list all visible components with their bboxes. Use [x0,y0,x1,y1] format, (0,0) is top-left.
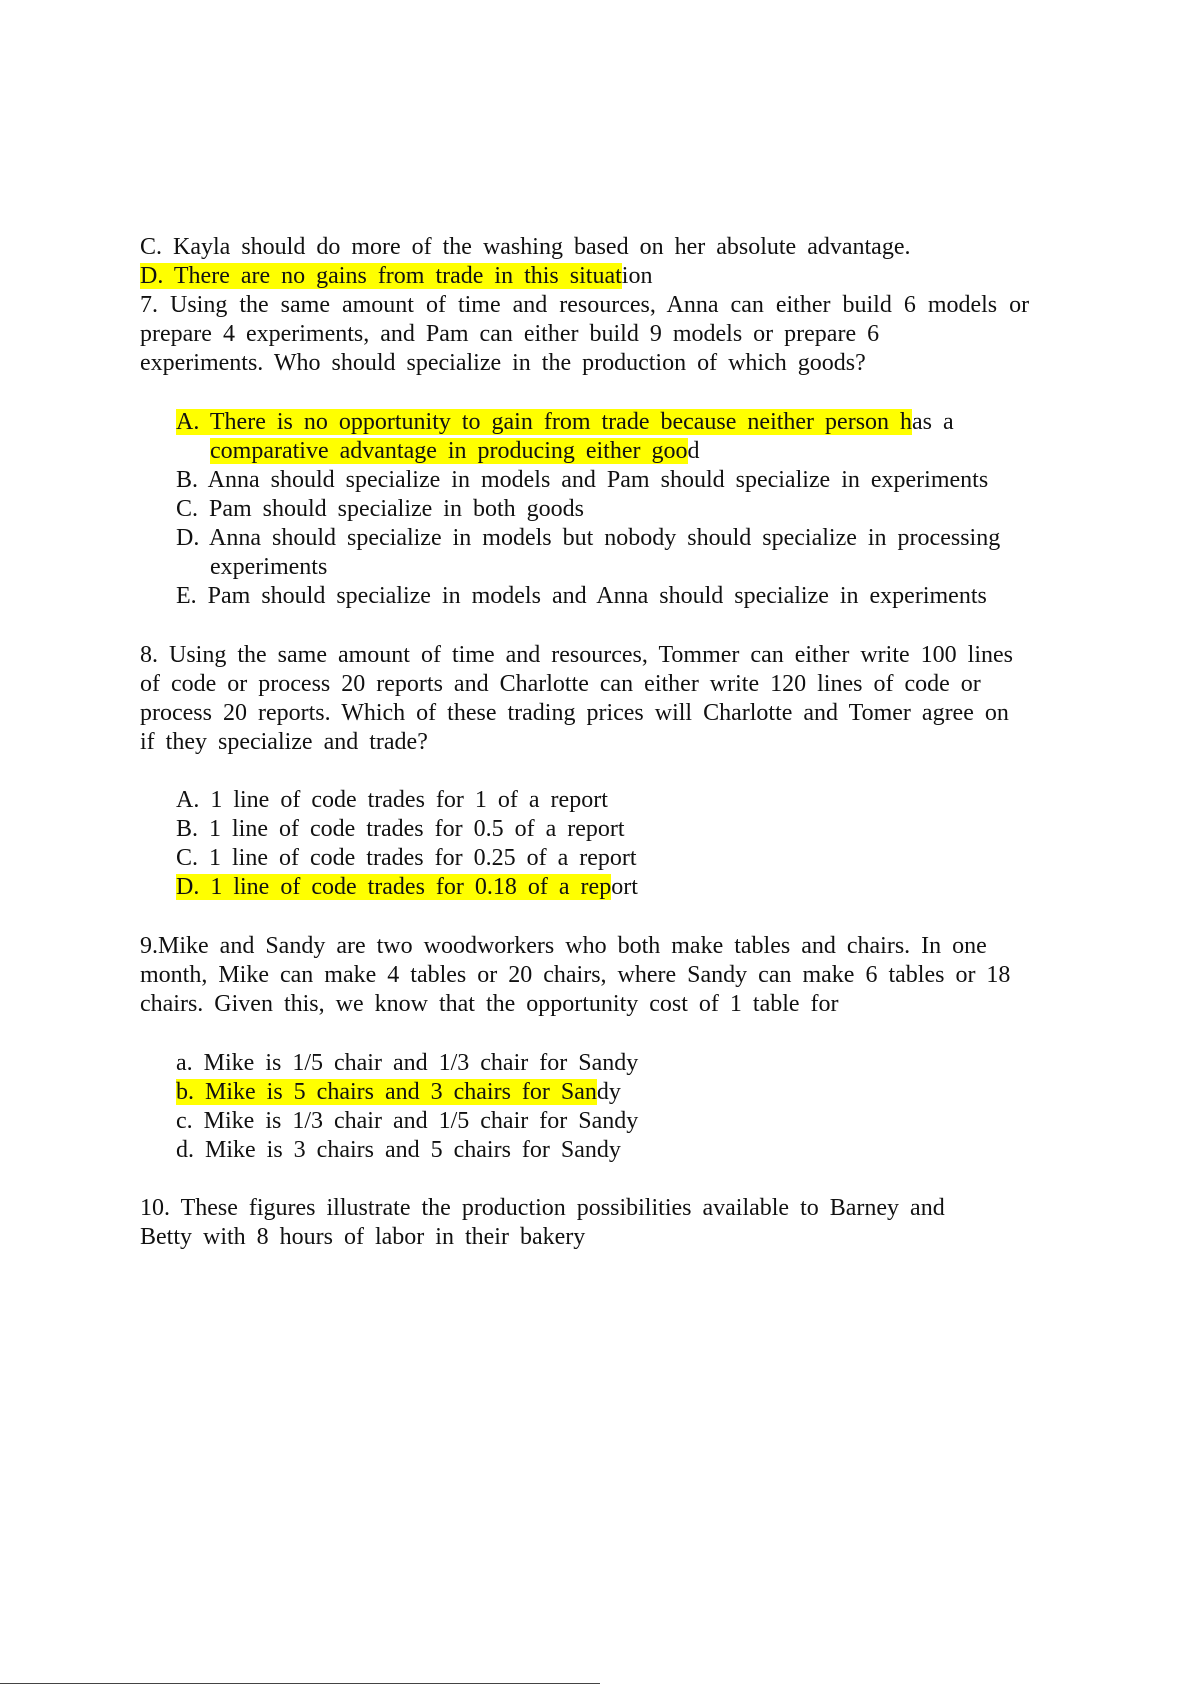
q6-option-c [140,233,910,262]
q10-stem-line-1: 10. These figures illustrate the production possibilities available to Barney and [140,1195,945,1221]
q9-option-d: d. Mike is 3 chairs and 5 chairs for Sandy [176,1137,621,1163]
q8-option-a: A. 1 line of code trades for 1 of a report [176,787,608,813]
q8-option-c: C. 1 line of code trades for 0.25 of a report [176,845,637,871]
q7-option-a-line-2: comparative advantage in producing either good [210,438,700,464]
q9-option-a: a. Mike is 1/5 chair and 1/3 chair for Sandy [176,1050,639,1076]
q9-option-b: b. Mike is 5 chairs and 3 chairs for Sandy [176,1079,621,1105]
highlighted-answer: A. There is no opportunity to gain from trade because neither person h [176,409,913,435]
highlighted-answer: comparative advantage in producing either goo [210,438,688,464]
q6-option-d [140,262,652,291]
q7-stem-line-3: experiments. Who should specialize in the production of which goods? [140,350,866,376]
highlighted-answer: D. There are no gains from trade in this situat [140,263,622,289]
q7-option-c: C. Pam should specialize in both goods [176,496,584,522]
q9-stem-line-1: 9.Mike and Sandy are two woodworkers who both make tables and chairs. In one [140,933,987,959]
q8-stem-line-3: process 20 reports. Which of these trading prices will Charlotte and Tomer agree on [140,700,1009,726]
highlighted-answer: b. Mike is 5 chairs and 3 chairs for San [176,1079,597,1105]
q6-option-c-text: C. Kayla should do more of the washing based on her absolute advantage. [140,234,911,260]
q8-stem-line-2: of code or process 20 reports and Charlotte can either write 120 lines of code or [140,671,981,697]
footnote-divider [0,1683,600,1684]
q7-option-d-line-2: experiments [210,554,328,580]
q8-stem-line-4: if they specialize and trade? [140,729,428,755]
q9-stem-line-2: month, Mike can make 4 tables or 20 chairs, where Sandy can make 6 tables or 18 [140,962,1011,988]
q9-option-c: c. Mike is 1/3 chair and 1/5 chair for Sandy [176,1108,639,1134]
q8-stem-line-1: 8. Using the same amount of time and resources, Tommer can either write 100 lines [140,642,1013,668]
q7-option-a-line-1: A. There is no opportunity to gain from trade because neither person has a [176,409,954,435]
q6-option-d-rest: ion [621,263,653,289]
q8-option-b: B. 1 line of code trades for 0.5 of a report [176,816,625,842]
q7-stem-line-1: 7. Using the same amount of time and resources, Anna can either build 6 models or [140,292,1030,318]
q7-option-e: E. Pam should specialize in models and Anna should specialize in experiments [176,583,987,609]
q7-option-d-line-1: D. Anna should specialize in models but nobody should specialize in processing [176,525,1001,551]
q7-option-b: B. Anna should specialize in models and Pam should specialize in experiments [176,467,989,493]
q8-option-d: D. 1 line of code trades for 0.18 of a report [176,874,638,900]
highlighted-answer: D. 1 line of code trades for 0.18 of a rep [176,874,612,900]
q9-stem-line-3: chairs. Given this, we know that the opportunity cost of 1 table for [140,991,839,1017]
q7-stem-line-2: prepare 4 experiments, and Pam can either build 9 models or prepare 6 [140,321,880,347]
q10-stem-line-2: Betty with 8 hours of labor in their bakery [140,1224,586,1250]
